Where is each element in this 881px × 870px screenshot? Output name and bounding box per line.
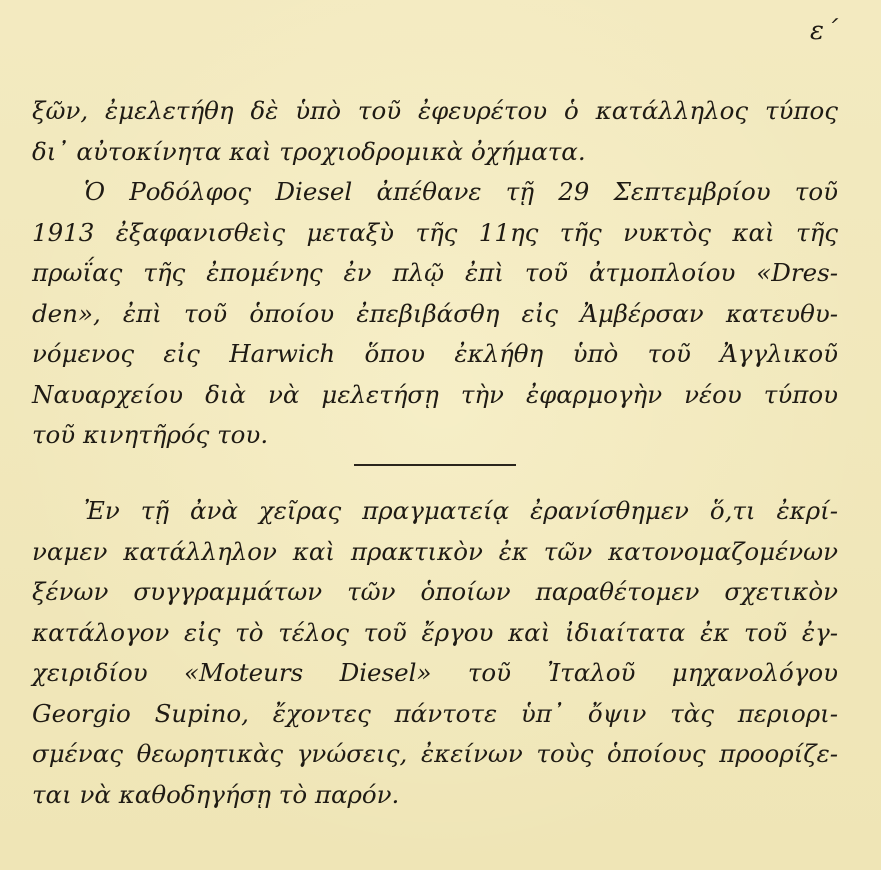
upper-text-block [32,91,838,456]
text-line: τοῦ κινητῆρός του. [32,420,269,449]
text-line: ξῶν, ἐμελετήθη δὲ ὑπὸ τοῦ ἐφευρέτου ὁ κατάλληλος τύπος [32,96,838,125]
text-line: πρωΐας τῆς ἐπομένης ἐν πλῷ ἐπὶ τοῦ ἀτμοπλοίου «Dres- [32,258,838,287]
text-line: χειριδίου «Moteurs Diesel» τοῦ Ἰταλοῦ μηχανολόγου [32,658,838,687]
page-number: ε΄ [810,16,839,46]
text-line: Ναυαρχείου διὰ νὰ μελετήσῃ τὴν ἐφαρμογὴν νέου τύπου [32,379,838,409]
text-line: ξένων συγγραμμάτων τῶν ὁποίων παραθέτομεν σχετικὸν [32,577,838,606]
text-line: ται νὰ καθοδηγήσῃ τὸ παρόν. [32,779,400,809]
text-line: ναμεν κατάλληλον καὶ πρακτικὸν ἐκ τῶν κατονομαζομένων [32,536,838,566]
lower-text-block [32,491,838,815]
text-line: κατάλογον εἰς τὸ τέλος τοῦ ἔργου καὶ ἰδιαίτατα ἐκ τοῦ ἐγ- [32,617,838,647]
text-line: Georgio Supino, ἔχοντες πάντοτε ὑπ᾿ ὄψιν τὰς περιορι- [32,698,838,728]
text-line: den», ἐπὶ τοῦ ὁποίου ἐπεβιβάσθη εἰς Ἀμβέρσαν κατευθυ- [32,298,838,328]
section-divider [354,464,516,466]
text-line: Ὁ Ροδόλφος Diesel ἀπέθανε τῇ 29 Σεπτεμβρίου τοῦ [84,177,838,206]
text-line: σμένας θεωρητικὰς γνώσεις, ἐκείνων τοὺς ὁποίους προορίζε- [32,739,838,768]
text-line: Ἐν τῇ ἀνὰ χεῖρας πραγματείᾳ ἐρανίσθημεν ὅ,τι ἐκρί- [84,496,838,525]
text-line: νόμενος εἰς Harwich ὅπου ἐκλήθη ὑπὸ τοῦ Ἀγγλικοῦ [32,339,838,368]
text-line: 1913 ἐξαφανισθεὶς μεταξὺ τῆς 11ης τῆς νυκτὸς καὶ τῆς [32,217,838,247]
text-line: δι᾿ αὐτοκίνητα καὶ τροχιοδρομικὰ ὀχήματα. [32,136,586,166]
